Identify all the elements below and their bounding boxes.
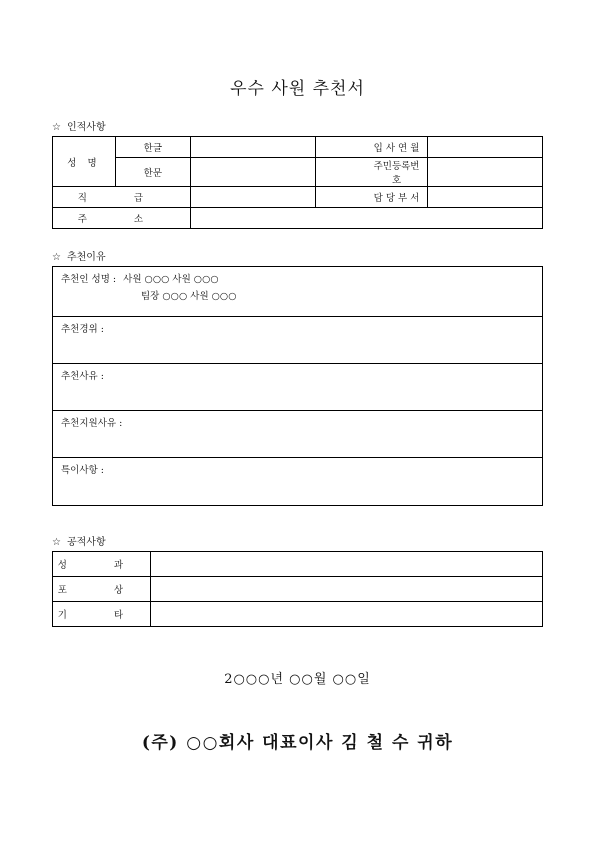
reason-section-heading <box>52 248 106 263</box>
recommender-line1: 사원 ○○○ 사원 ○○○ <box>123 274 219 285</box>
recommender-line2: 팀장 ○○○ 사원 ○○○ <box>141 291 237 302</box>
official-heading-text: 공적사항 <box>66 537 106 548</box>
reason-box <box>52 266 543 506</box>
spacer-cell <box>316 158 366 187</box>
other-label <box>53 602 151 627</box>
result-label <box>53 552 151 577</box>
award-label <box>53 577 151 602</box>
result-label-text: 성 과 <box>57 560 146 571</box>
rrn-field[interactable] <box>428 158 543 187</box>
official-section-heading <box>52 533 106 548</box>
document-date: 2○○○년 ○○월 ○○일 <box>224 672 371 687</box>
spacer-cell <box>316 187 366 208</box>
personal-heading-text: 인적사항 <box>66 122 106 133</box>
official-table <box>52 551 543 627</box>
addressee-line: (주) ○○회사 대표이사 김 철 수 귀하 <box>141 733 454 753</box>
spacer-cell <box>316 137 366 158</box>
position-label <box>53 187 191 208</box>
dept-label: 담 당 부 서 <box>366 187 428 208</box>
notes-row[interactable] <box>53 458 542 504</box>
other-label-text: 기 타 <box>57 610 146 621</box>
cause-label: 추천사유 : <box>61 371 104 382</box>
support-row[interactable] <box>53 411 542 458</box>
support-label: 추천지원사유 : <box>61 418 123 429</box>
award-label-text: 포 상 <box>57 585 146 596</box>
address-label <box>53 208 191 229</box>
reason-heading-text: 추천이유 <box>66 252 106 263</box>
history-row[interactable] <box>53 317 542 364</box>
notes-label: 특이사항 : <box>61 465 104 476</box>
cause-row[interactable] <box>53 364 542 411</box>
hangul-label: 한글 <box>115 137 190 158</box>
position-field[interactable] <box>190 187 316 208</box>
name-label: 성 명 <box>53 137 116 187</box>
join-date-field[interactable] <box>428 137 543 158</box>
hangul-name-field[interactable] <box>190 137 316 158</box>
other-field[interactable] <box>150 602 542 627</box>
personal-section-heading <box>52 118 106 133</box>
history-label: 추천경위 : <box>61 324 104 335</box>
award-field[interactable] <box>150 577 542 602</box>
hanja-name-field[interactable] <box>190 158 316 187</box>
star-icon: ☆ <box>52 122 61 133</box>
result-field[interactable] <box>150 552 542 577</box>
document-title: 우수 사원 추천서 <box>230 79 365 99</box>
hanja-label: 한문 <box>115 158 190 187</box>
address-label-text: 주 소 <box>77 214 166 225</box>
star-icon: ☆ <box>52 537 61 548</box>
star-icon: ☆ <box>52 252 61 263</box>
address-field[interactable] <box>190 208 542 229</box>
dept-field[interactable] <box>428 187 543 208</box>
join-date-label: 입 사 연 월 <box>366 137 428 158</box>
recommender-row[interactable] <box>53 267 542 317</box>
recommender-label: 추천인 성명 : <box>61 274 117 285</box>
rrn-label: 주민등록번호 <box>366 158 428 187</box>
personal-info-table <box>52 136 543 229</box>
position-label-text: 직 급 <box>77 193 166 204</box>
